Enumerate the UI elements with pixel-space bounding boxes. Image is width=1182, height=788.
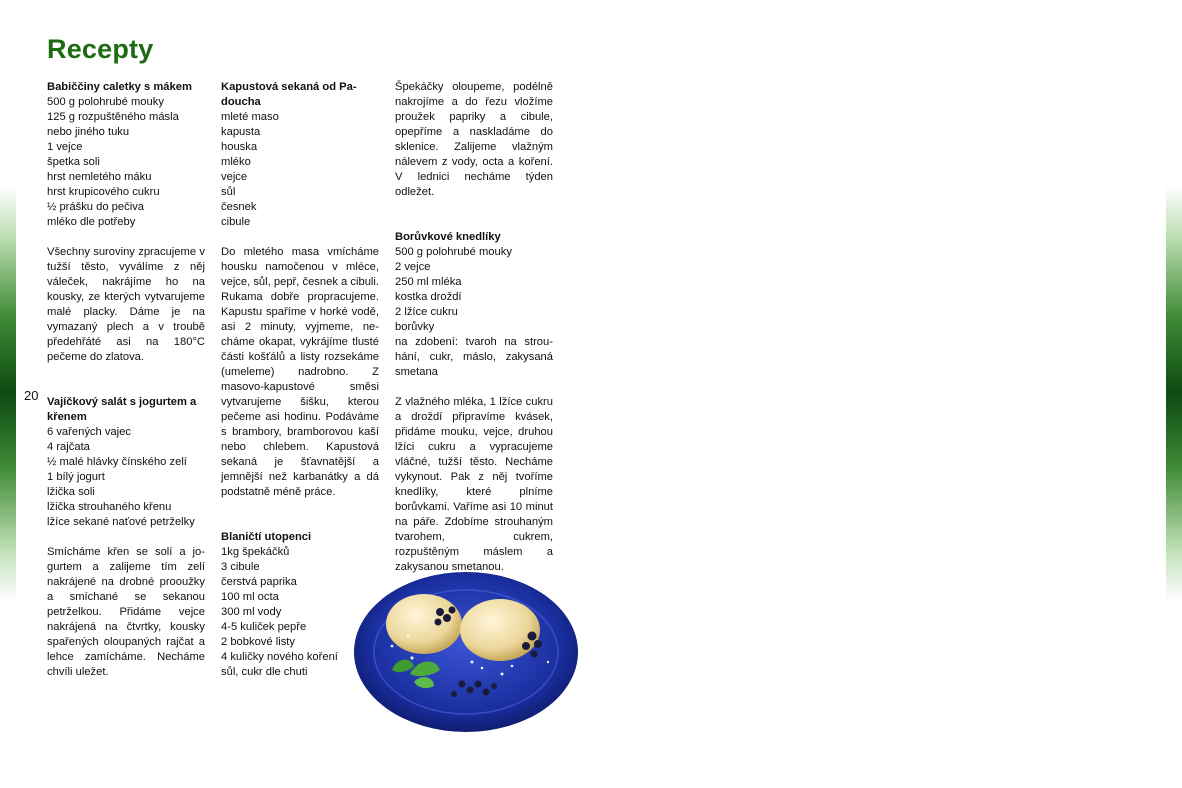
- ingredient: 4-5 kuliček pepře: [221, 621, 307, 633]
- ingredient: hrst nemletého máku: [47, 171, 152, 183]
- recipe-knedliky: [395, 230, 553, 575]
- ingredient: 2 lžíce cukru: [395, 306, 458, 318]
- ingredient-list: [221, 110, 379, 230]
- recipe-method: Smícháme křen se solí a jogurtem a zalijeme tím zelí nakrájené na drobné prooužky a smíchané se sekanou petrželkou. Přidáme vejce nakrájená na čtvrtky, kousky spařených oloupaných rajčat a lehce zamícháme. Necháme chvíli uležet.: [47, 546, 205, 678]
- ingredient: na zdobení: tvaroh na strouhání, cukr, máslo, zakysaná smetana: [395, 336, 553, 378]
- ingredient: houska: [221, 141, 258, 153]
- ingredient: kostka droždí: [395, 291, 462, 303]
- ingredient: sůl, cukr dle chuti: [221, 666, 308, 678]
- recipe-title: Kapustová sekaná od Padoucha: [221, 81, 357, 108]
- ingredient-list: [395, 245, 553, 380]
- dumpling-shape: [460, 599, 540, 661]
- ingredient: mleté maso: [221, 111, 279, 123]
- ingredient: sůl: [221, 186, 236, 198]
- recipe-title: Vajíčkový salát s jogurtem a křenem: [47, 396, 197, 423]
- ingredient: 1 bílý jogurt: [47, 471, 105, 483]
- ingredient: 1kg špekáčků: [221, 546, 290, 558]
- recipe-caletky: [47, 80, 205, 365]
- ingredient: 300 ml vody: [221, 606, 282, 618]
- ingredient: čerstvá paprika: [221, 576, 297, 588]
- ingredient: kapusta: [221, 126, 261, 138]
- page-number: 20: [24, 388, 39, 403]
- ingredient: lžička strouhaného křenu: [47, 501, 172, 513]
- dumpling-shape: [386, 594, 462, 654]
- ingredient: lžička soli: [47, 486, 95, 498]
- ingredient: hrst krupicového cukru: [47, 186, 160, 198]
- ingredient: lžíce sekané naťové petrželky: [47, 516, 195, 528]
- ingredient: vejce: [221, 171, 248, 183]
- ingredient: 125 g rozpuštěného másla: [47, 111, 179, 123]
- ingredient: 500 g polohrubé mouky: [47, 96, 164, 108]
- recipe-method: Všechny suroviny zpracujeme v tužší těsto, vyválíme z něj váleček, nakrájíme ho na kousky, ze kterých vytvarujeme malé placky. Dáme je na vymazaný plech a v troubě předehřáté asi na 180°C pečeme do zlatova.: [47, 246, 205, 363]
- recipe-method: Špekáčky oloupeme, podélně nakrojíme a do řezu vložíme proužek papriky a cibule, opepříme a naskladáme do sklenice. Zalijeme vlažným nálevem z vody, octa a koření. V lednici necháme týden odležet.: [395, 81, 553, 198]
- ingredient: 100 ml octa: [221, 591, 279, 603]
- column-3: [395, 80, 553, 575]
- ingredient: 2 vejce: [395, 261, 431, 273]
- ingredient-list: [47, 95, 205, 230]
- ingredient: 4 kuličky nového koření: [221, 651, 338, 663]
- right-edge-stripe: [1166, 185, 1182, 600]
- ingredient: 2 bobkové listy: [221, 636, 296, 648]
- left-edge-stripe: [0, 185, 16, 600]
- ingredient: 1 vejce: [47, 141, 83, 153]
- recipe-sekana: [221, 80, 379, 500]
- plate-shape: [354, 572, 578, 732]
- page-title: Recepty: [47, 34, 154, 64]
- ingredient: špetka soli: [47, 156, 100, 168]
- ingredient: mléko: [221, 156, 251, 168]
- ingredient: 6 vařených vajec: [47, 426, 131, 438]
- recipe-salat: [47, 395, 205, 680]
- ingredient: ½ malé hlávky čínského zelí: [47, 456, 187, 468]
- dumplings-plate-image: [352, 566, 580, 736]
- ingredient: 250 ml mléka: [395, 276, 462, 288]
- ingredient: nebo jiného tuku: [47, 126, 130, 138]
- ingredient: 500 g polohrubé mouky: [395, 246, 512, 258]
- ingredient: cibule: [221, 216, 251, 228]
- recipe-method: Do mletého masa vmícháme housku namočenou v mléce, vejce, sůl, pepř, česnek a cibuli. Rukama dobře propracujeme. Kapustu spaříme v horké vodě, asi 2 minuty, vyjmeme, necháme okapat, vykrájíme tlusté části košťálů a listy rozsekáme (umeleme) nadrobno. Z masovo-kapustové směsi vytvarujeme šišku, kterou pečeme asi hodinu. Podáváme s brambory, bramborovou kaší nebo chlebem. Kapustová sekaná je šťavnatější a jemnější než karbanátky a dá podstatně méně práce.: [221, 246, 379, 498]
- ingredient: ½ prášku do pečiva: [47, 201, 145, 213]
- ingredient: česnek: [221, 201, 257, 213]
- recipe-title: Borůvkové knedlíky: [395, 231, 501, 243]
- ingredient: mléko dle potřeby: [47, 216, 136, 228]
- recipe-method: Z vlažného mléka, 1 lžíce cukru a droždí připravíme kvásek, přidáme mouku, vejce, druhou lžíci cukru a vypracujeme vláčné, tužší těsto. Necháme vykynout. Pak z něj tvoříme knedlíky, které plníme borůvkami. Vaříme asi 10 minut na páře. Zdobíme strouhaným tvarohem, cukrem, rozpuštěným máslem a zakysanou smetanou.: [395, 396, 553, 573]
- column-1: [47, 80, 205, 680]
- recipe-title: Blaničtí utopenci: [221, 531, 312, 543]
- ingredient: 3 cibule: [221, 561, 260, 573]
- ingredient: borůvky: [395, 321, 435, 333]
- ingredient-list: [47, 425, 205, 530]
- ingredient: 4 rajčata: [47, 441, 90, 453]
- recipe-title: Babiččiny caletky s mákem: [47, 81, 192, 93]
